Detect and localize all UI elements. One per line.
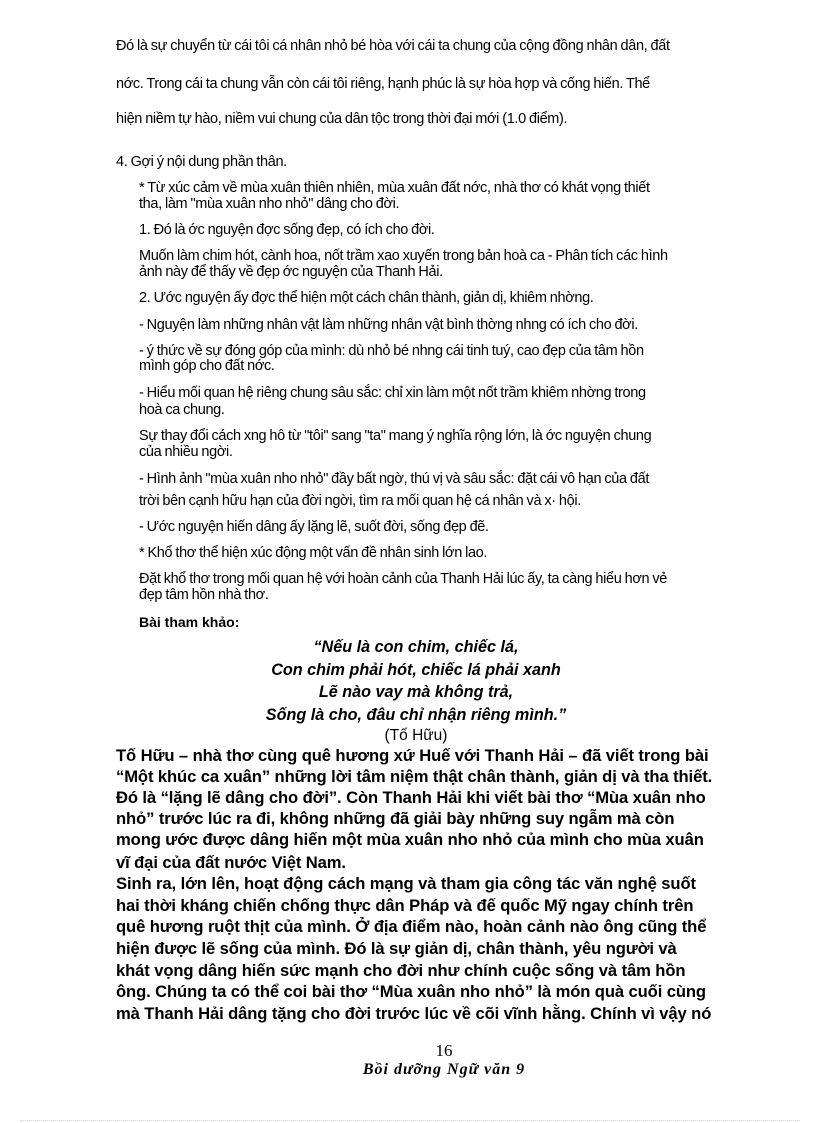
poem-line: Lẽ nào vay mà không trả, (318, 683, 514, 701)
body-line: ảnh này để thấy về đẹp ớc nguyện của Thanh Hải. (139, 264, 443, 280)
body-line: đẹp tâm hồn nhà thơ. (139, 587, 269, 603)
intro-line: nớc. Trong cái ta chung vẫn còn cái tôi riêng, hạnh phúc là sự hòa hợp và cống hiến. Thể (116, 76, 650, 92)
book-title: Bồi dưỡng Ngữ văn 9 (362, 1061, 526, 1078)
essay-line: hiện được lẽ sống của mình. Đó là sự giản dị, chân thành, yêu người và (116, 939, 677, 958)
body-line: * Từ xúc cảm về mùa xuân thiên nhiên, mùa xuân đất nớc, nhà thơ có khát vọng thiết (139, 180, 650, 196)
body-line: hoà ca chung. (139, 402, 225, 418)
intro-line: hiện niềm tự hào, niềm vui chung của dân tộc trong thời đại mới (1.0 điểm). (116, 111, 568, 127)
body-line: * Khổ thơ thể hiện xúc động một vấn đề nhân sinh lớn lao. (139, 545, 488, 561)
poem-author: (Tố Hữu) (384, 727, 448, 744)
essay-line: vĩ đại của đất nước Việt Nam. (116, 853, 346, 872)
body-line: của nhiều ngời. (139, 444, 233, 460)
essay-line: hai thời kháng chiến chống thực dân Pháp và đế quốc Mỹ ngay chính trên (116, 896, 694, 915)
essay-line: nhỏ” trước lúc ra đi, không những đã giải bày những suy ngẫm mà còn (116, 809, 675, 828)
essay-line: ông. Chúng ta có thể coi bài thơ “Mùa xuân nho nhỏ” là món quà cuối cùng (116, 982, 706, 1001)
essay-line: Đó là “lặng lẽ dâng cho đời”. Còn Thanh Hải khi viết bài thơ “Mùa xuân nho (116, 788, 706, 807)
essay-line: Tố Hữu – nhà thơ cùng quê hương xứ Huế với Thanh Hải – đã viết trong bài (116, 746, 709, 765)
body-line: tha, làm "mùa xuân nho nhỏ" dâng cho đời. (139, 196, 400, 212)
body-line: - Nguyện làm những nhân vật làm những nhân vật bình thờng nhng có ích cho đời. (139, 317, 638, 333)
essay-line: khát vọng dâng hiến sức mạnh cho đời như chính cuộc sống và tâm hồn (116, 961, 686, 980)
body-line: trời bên cạnh hữu hạn của đời ngời, tìm ra mối quan hệ cá nhân và x· hội. (139, 493, 581, 509)
body-line: 1. Đó là ớc nguyện đợc sống đẹp, có ích cho đời. (139, 222, 435, 238)
body-line: - ý thức về sự đóng góp của mình: dù nhỏ bé nhng cái tinh tuý, cao đẹp của tâm hồn (139, 343, 644, 359)
section-heading: 4. Gợi ý nội dung phần thân. (116, 154, 287, 170)
body-line: Sự thay đổi cách xng hô từ "tôi" sang "ta" mang ý nghĩa rộng lớn, là ớc nguyện chung (139, 428, 652, 444)
essay-line: mà Thanh Hải dâng tặng cho đời trước lúc về cõi vĩnh hằng. Chính vì vậy nó (116, 1004, 712, 1023)
poem-line: “Nếu là con chim, chiếc lá, (313, 638, 519, 656)
body-line: mình góp cho đất nớc. (139, 358, 275, 374)
poem-line: Sống là cho, đâu chỉ nhận riêng mình.” (265, 706, 567, 724)
essay-line: mong ước được dâng hiến một mùa xuân nho nhỏ của mình cho mùa xuân (116, 830, 704, 849)
essay-line: quê hương ruột thịt của mình. Ở địa điểm nào, hoàn cảnh nào ông cũng thể (116, 917, 707, 936)
essay-line: Sinh ra, lớn lên, hoạt động cách mạng và tham gia công tác văn nghệ suốt (116, 874, 696, 893)
essay-line: “Một khúc ca xuân” những lời tâm niệm thật chân thành, giản dị và tha thiết. (116, 767, 713, 786)
body-line: - Hình ảnh "mùa xuân nho nhỏ" đầy bất ngờ, thú vị và sâu sắc: đặt cái vô hạn của đất (139, 471, 650, 487)
body-line: - Ước nguyện hiến dâng ấy lặng lẽ, suốt đời, sống đẹp đẽ. (139, 519, 489, 535)
body-line: Muốn làm chim hót, cành hoa, nốt trầm xao xuyến trong bản hoà ca - Phân tích các hình (139, 248, 668, 264)
body-line: 2. Ước nguyện ấy đợc thể hiện một cách chân thành, giản dị, khiêm nhờng. (139, 290, 594, 306)
page-bottom-divider (20, 1120, 800, 1121)
body-line: - Hiểu mối quan hệ riêng chung sâu sắc: chỉ xin làm một nốt trầm khiêm nhờng trong (139, 385, 646, 401)
body-line: Đặt khổ thơ trong mối quan hệ với hoàn cảnh của Thanh Hải lúc ấy, ta càng hiểu hơn vẻ (139, 571, 668, 587)
reference-label: Bài tham khảo: (139, 614, 240, 630)
page-number: 16 (435, 1041, 453, 1060)
intro-line: Đó là sự chuyển từ cái tôi cá nhân nhỏ bé hòa với cái ta chung của cộng đồng nhân dân, đất (116, 38, 670, 54)
poem-line: Con chim phải hót, chiếc lá phải xanh (271, 661, 561, 679)
